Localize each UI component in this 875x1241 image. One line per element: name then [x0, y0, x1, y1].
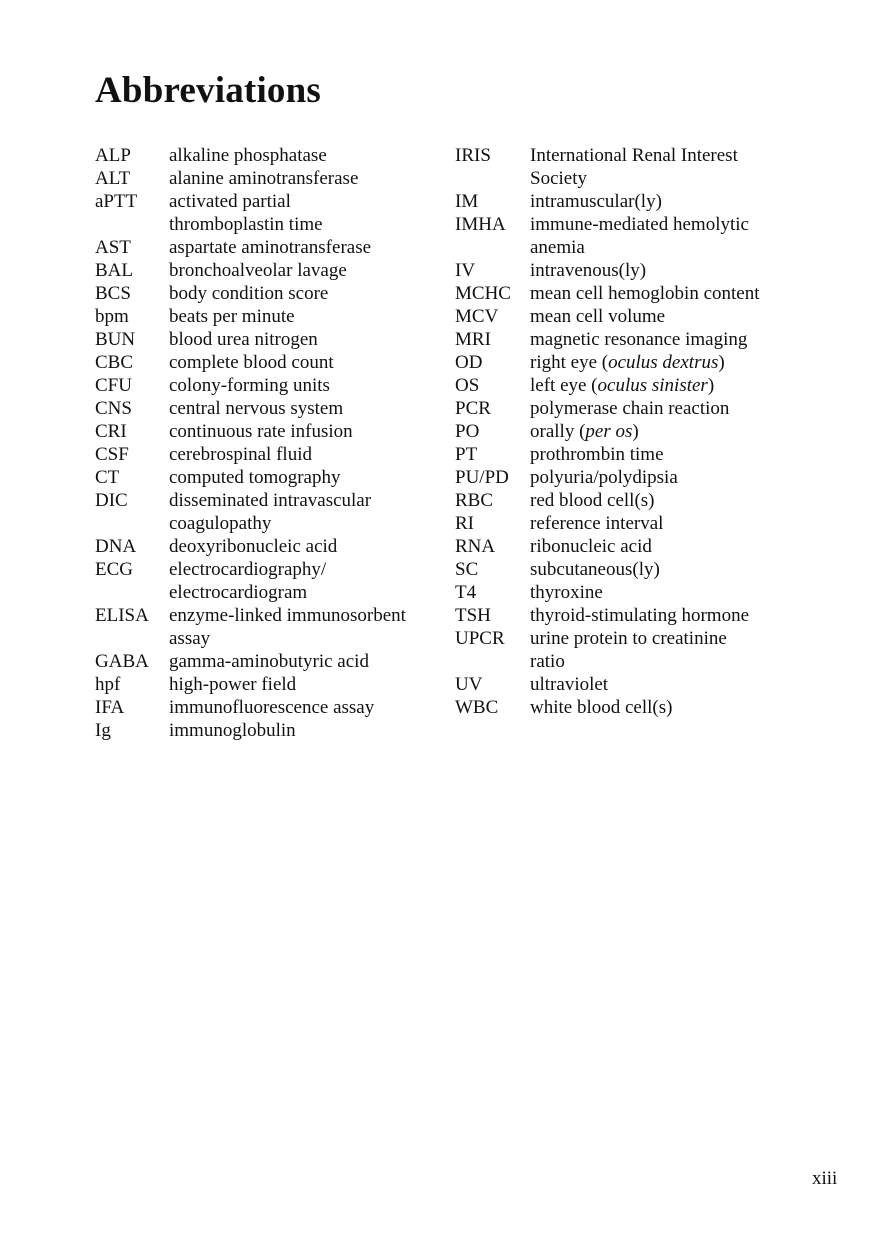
- abbreviation-term: OD: [455, 352, 483, 373]
- definition-text: orally (: [530, 421, 586, 442]
- abbreviation-term: TSH: [455, 605, 491, 626]
- abbreviation-definition: [530, 581, 800, 604]
- abbreviation-term: WBC: [455, 697, 499, 718]
- definition-latin-term: per os: [585, 421, 633, 442]
- abbreviation-term: T4: [455, 582, 477, 603]
- definition-line: alanine aminotransferase: [169, 168, 359, 189]
- abbreviation-definition: [169, 673, 440, 696]
- abbreviation-entry: [95, 397, 440, 420]
- abbreviation-entry: [95, 351, 440, 374]
- abbreviation-term: IMHA: [455, 214, 506, 235]
- definition-line: thyroxine: [530, 582, 603, 603]
- abbreviation-term: IFA: [95, 697, 125, 718]
- abbreviation-definition: [530, 374, 800, 397]
- abbreviation-definition: [169, 696, 440, 719]
- abbreviation-entry: [455, 282, 800, 305]
- abbreviation-definition: [530, 489, 800, 512]
- definition-line: Society: [530, 168, 587, 189]
- definition-text: ): [707, 375, 715, 396]
- abbreviation-term: RNA: [455, 536, 496, 557]
- abbreviation-entry: [455, 558, 800, 581]
- abbreviation-entry: [455, 443, 800, 466]
- abbreviation-definition: [530, 696, 800, 719]
- abbreviation-term: DNA: [95, 536, 137, 557]
- abbreviation-term: RI: [455, 513, 474, 534]
- abbreviation-term: BUN: [95, 329, 136, 350]
- abbreviation-definition: [169, 420, 440, 443]
- abbreviation-term: CBC: [95, 352, 134, 373]
- abbreviation-definition: [169, 443, 440, 466]
- abbreviation-term: bpm: [95, 306, 129, 327]
- abbreviation-term: ECG: [95, 559, 133, 580]
- abbreviation-definition: [169, 167, 440, 190]
- page-number: xiii: [812, 1168, 838, 1189]
- abbreviation-definition: [530, 512, 800, 535]
- abbreviation-term: ALP: [95, 145, 131, 166]
- definition-text: ): [718, 352, 725, 373]
- definition-line: computed tomography: [169, 467, 341, 488]
- abbreviation-definition: [530, 259, 800, 282]
- abbreviation-entry: [95, 305, 440, 328]
- abbreviation-definition: [169, 558, 440, 604]
- abbreviation-term: IV: [455, 260, 476, 281]
- abbreviation-entry: [455, 190, 800, 213]
- abbreviation-term: SC: [455, 559, 479, 580]
- abbreviation-definition: [169, 328, 440, 351]
- definition-line: [530, 420, 800, 443]
- abbreviation-definition: [530, 328, 800, 351]
- abbreviation-definition: [530, 420, 800, 443]
- definition-text: right eye (: [530, 352, 609, 373]
- definition-latin-term: oculus sinister: [597, 375, 708, 396]
- abbreviation-definition: [169, 374, 440, 397]
- definition-line: intramuscular(ly): [530, 191, 662, 212]
- abbreviation-definition: [530, 604, 800, 627]
- definition-line: thromboplastin time: [169, 214, 323, 235]
- abbreviation-definition: [169, 351, 440, 374]
- abbreviation-term: MRI: [455, 329, 491, 350]
- definition-line: central nervous system: [169, 398, 344, 419]
- definition-text: ): [632, 421, 639, 442]
- definition-line: immune-mediated hemolytic: [530, 214, 749, 235]
- abbreviation-entry: [455, 489, 800, 512]
- abbreviation-term: UV: [455, 674, 483, 695]
- abbreviation-term: UPCR: [455, 628, 505, 649]
- abbreviation-definition: [530, 213, 800, 259]
- abbreviation-entry: [95, 374, 440, 397]
- abbreviation-entry: [95, 236, 440, 259]
- abbreviation-entry: [455, 696, 800, 719]
- abbreviation-definition: [530, 558, 800, 581]
- abbreviations-right-column: [455, 144, 800, 719]
- abbreviation-definition: [169, 144, 440, 167]
- definition-line: [530, 351, 800, 374]
- definition-line: immunofluorescence assay: [169, 697, 375, 718]
- abbreviation-entry: [95, 167, 440, 190]
- abbreviation-term: PO: [455, 421, 480, 442]
- abbreviation-entry: [455, 328, 800, 351]
- abbreviation-definition: [530, 673, 800, 696]
- abbreviation-definition: [169, 466, 440, 489]
- abbreviation-definition: [530, 351, 800, 374]
- definition-line: mean cell volume: [530, 306, 666, 327]
- definition-line: activated partial: [169, 191, 291, 212]
- definition-line: gamma-aminobutyric acid: [169, 651, 369, 672]
- abbreviation-term: GABA: [95, 651, 149, 672]
- definition-line: urine protein to creatinine: [530, 628, 727, 649]
- definition-line: ribonucleic acid: [530, 536, 652, 557]
- abbreviation-entry: [95, 328, 440, 351]
- abbreviation-term: PCR: [455, 398, 491, 419]
- abbreviation-definition: [530, 190, 800, 213]
- definition-line: coagulopathy: [169, 513, 272, 534]
- abbreviation-entry: [455, 627, 800, 673]
- definition-line: mean cell hemoglobin content: [530, 283, 760, 304]
- abbreviation-definition: [530, 397, 800, 420]
- abbreviation-entry: [95, 650, 440, 673]
- definition-line: immunoglobulin: [169, 720, 296, 741]
- abbreviation-entry: [455, 144, 800, 190]
- abbreviation-entry: [455, 259, 800, 282]
- abbreviation-definition: [530, 535, 800, 558]
- abbreviation-term: PU/PD: [455, 467, 509, 488]
- abbreviation-definition: [530, 305, 800, 328]
- definition-line: body condition score: [169, 283, 329, 304]
- definition-line: thyroid-stimulating hormone: [530, 605, 750, 626]
- definition-line: aspartate aminotransferase: [169, 237, 372, 258]
- definition-line: cerebrospinal fluid: [169, 444, 312, 465]
- abbreviation-definition: [530, 466, 800, 489]
- definition-line: electrocardiography/: [169, 559, 327, 580]
- abbreviation-entry: [455, 604, 800, 627]
- definition-line: alkaline phosphatase: [169, 145, 327, 166]
- abbreviation-term: ELISA: [95, 605, 149, 626]
- definition-line: [530, 374, 800, 397]
- definition-line: polyuria/polydipsia: [530, 467, 678, 488]
- abbreviation-entry: [455, 420, 800, 443]
- abbreviation-term: PT: [455, 444, 478, 465]
- abbreviation-term: CRI: [95, 421, 127, 442]
- abbreviation-term: IM: [455, 191, 479, 212]
- definition-line: assay: [169, 628, 211, 649]
- definition-line: prothrombin time: [530, 444, 664, 465]
- abbreviation-definition: [169, 236, 440, 259]
- abbreviation-definition: [530, 627, 800, 673]
- abbreviation-term: BCS: [95, 283, 131, 304]
- abbreviation-term: DIC: [95, 490, 128, 511]
- definition-line: reference interval: [530, 513, 664, 534]
- definition-line: colony-forming units: [169, 375, 330, 396]
- definition-line: electrocardiogram: [169, 582, 308, 603]
- abbreviation-entry: [95, 535, 440, 558]
- definition-line: magnetic resonance imaging: [530, 329, 748, 350]
- abbreviation-term: RBC: [455, 490, 494, 511]
- abbreviation-definition: [169, 489, 440, 535]
- definition-line: continuous rate infusion: [169, 421, 353, 442]
- abbreviation-definition: [530, 443, 800, 466]
- definition-line: beats per minute: [169, 306, 295, 327]
- abbreviation-term: CT: [95, 467, 120, 488]
- abbreviation-term: aPTT: [95, 191, 138, 212]
- abbreviation-definition: [169, 650, 440, 673]
- abbreviation-term: Ig: [95, 720, 111, 741]
- abbreviation-entry: [95, 259, 440, 282]
- abbreviation-entry: [455, 466, 800, 489]
- abbreviation-entry: [455, 512, 800, 535]
- definition-line: polymerase chain reaction: [530, 398, 730, 419]
- abbreviation-definition: [169, 259, 440, 282]
- definition-line: high-power field: [169, 674, 297, 695]
- abbreviation-term: MCHC: [455, 283, 511, 304]
- abbreviation-term: BAL: [95, 260, 133, 281]
- abbreviation-definition: [169, 604, 440, 650]
- definition-line: red blood cell(s): [530, 490, 655, 511]
- definition-line: blood urea nitrogen: [169, 329, 318, 350]
- page-title: Abbreviations: [95, 70, 322, 111]
- abbreviation-entry: [455, 397, 800, 420]
- abbreviation-term: CSF: [95, 444, 129, 465]
- abbreviation-entry: [95, 489, 440, 535]
- abbreviation-term: IRIS: [455, 145, 491, 166]
- abbreviation-entry: [455, 673, 800, 696]
- abbreviation-term: OS: [455, 375, 480, 396]
- abbreviation-entry: [95, 443, 440, 466]
- abbreviation-entry: [95, 190, 440, 236]
- definition-line: ratio: [530, 651, 565, 672]
- definition-line: deoxyribonucleic acid: [169, 536, 338, 557]
- abbreviation-term: CNS: [95, 398, 132, 419]
- definition-line: enzyme-linked immunosorbent: [169, 605, 406, 626]
- abbreviation-definition: [169, 282, 440, 305]
- abbreviation-definition: [169, 305, 440, 328]
- abbreviation-entry: [95, 144, 440, 167]
- abbreviation-entry: [95, 420, 440, 443]
- definition-line: white blood cell(s): [530, 697, 673, 718]
- abbreviation-term: AST: [95, 237, 131, 258]
- definition-line: intravenous(ly): [530, 260, 647, 281]
- abbreviation-definition: [169, 719, 440, 742]
- abbreviation-definition: [169, 190, 440, 236]
- abbreviation-entry: [95, 558, 440, 604]
- abbreviation-term: MCV: [455, 306, 499, 327]
- abbreviation-definition: [530, 282, 800, 305]
- abbreviation-term: ALT: [95, 168, 131, 189]
- abbreviation-entry: [95, 673, 440, 696]
- abbreviation-entry: [95, 719, 440, 742]
- abbreviation-entry: [95, 282, 440, 305]
- definition-text: left eye (: [530, 375, 598, 396]
- abbreviation-entry: [455, 213, 800, 259]
- abbreviation-entry: [455, 581, 800, 604]
- abbreviation-definition: [169, 535, 440, 558]
- definition-line: bronchoalveolar lavage: [169, 260, 347, 281]
- abbreviations-left-column: [95, 144, 440, 742]
- definition-line: complete blood count: [169, 352, 334, 373]
- abbreviation-entry: [95, 466, 440, 489]
- abbreviation-term: hpf: [95, 674, 121, 695]
- definition-line: subcutaneous(ly): [530, 559, 660, 580]
- abbreviation-entry: [95, 696, 440, 719]
- abbreviation-definition: [530, 144, 800, 190]
- abbreviation-term: CFU: [95, 375, 132, 396]
- definition-line: ultraviolet: [530, 674, 609, 695]
- definition-line: disseminated intravascular: [169, 490, 372, 511]
- abbreviation-entry: [455, 351, 800, 374]
- abbreviation-entry: [455, 305, 800, 328]
- abbreviation-entry: [455, 374, 800, 397]
- definition-latin-term: oculus dextrus: [608, 352, 719, 373]
- abbreviation-definition: [169, 397, 440, 420]
- abbreviation-entry: [455, 535, 800, 558]
- definition-line: anemia: [530, 237, 585, 258]
- abbreviation-entry: [95, 604, 440, 650]
- definition-line: International Renal Interest: [530, 145, 738, 166]
